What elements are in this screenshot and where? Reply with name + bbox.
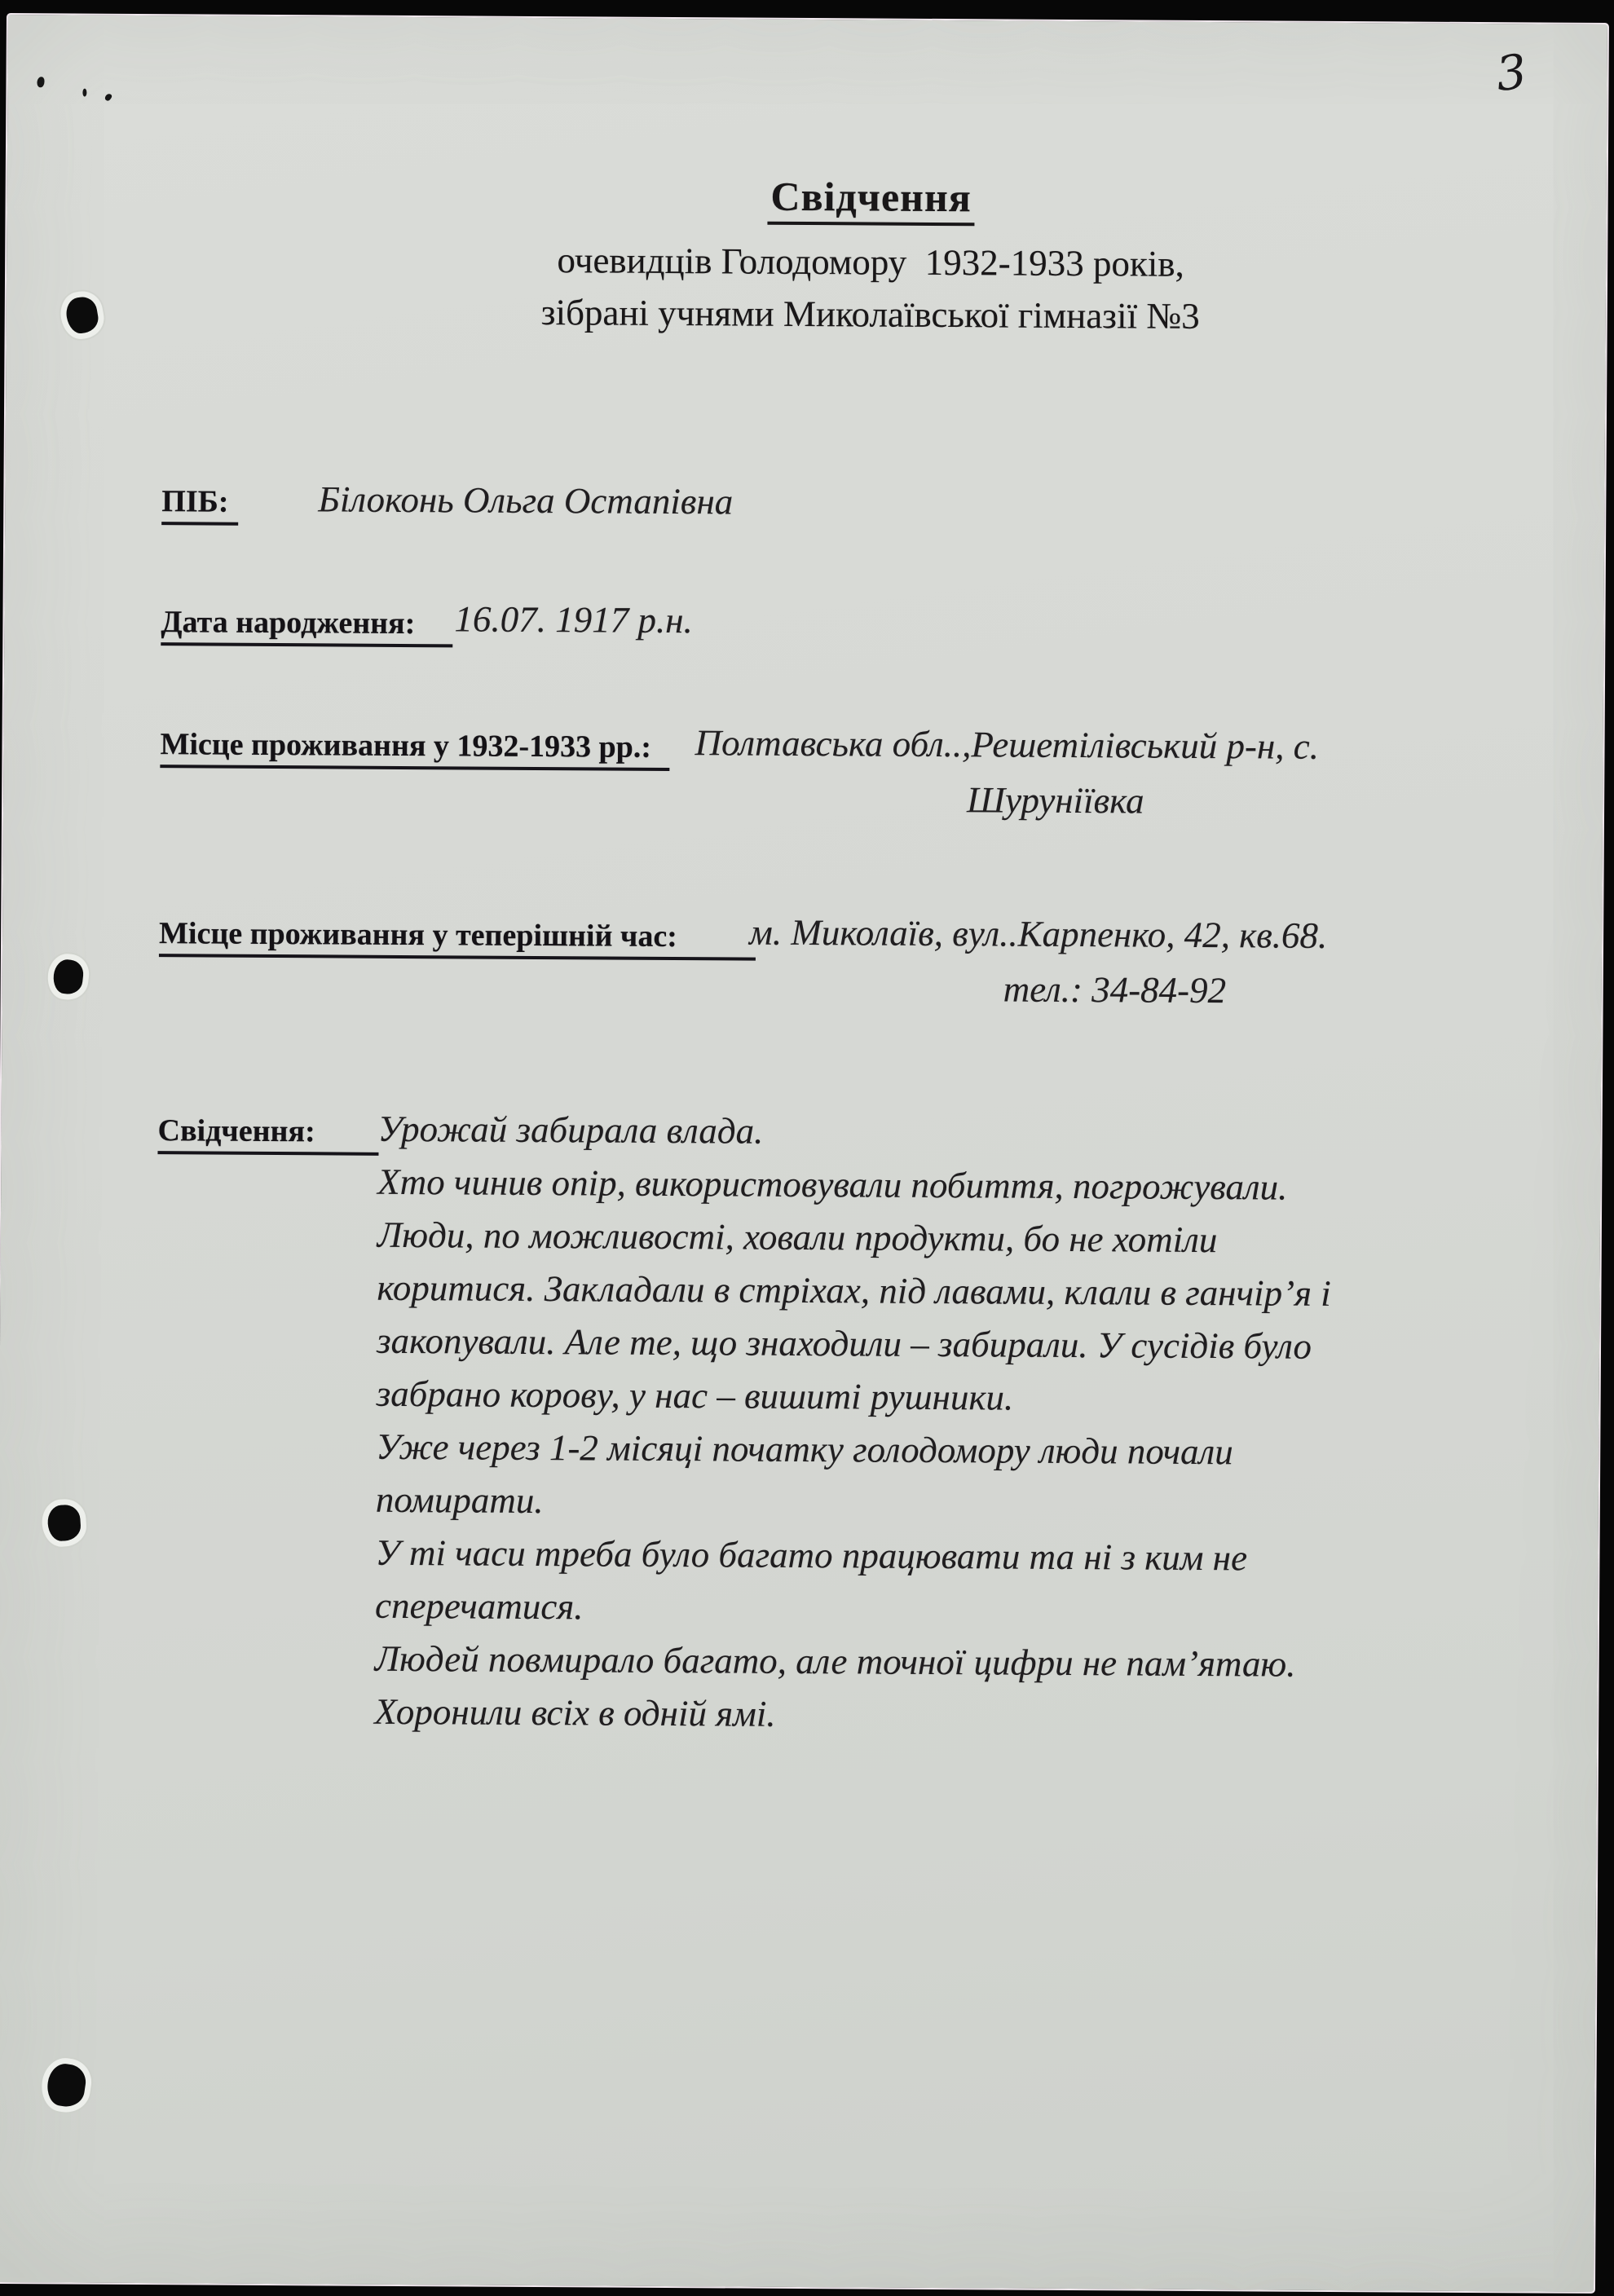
document-title: Свідчення [767, 173, 975, 227]
testimony-line: забрано корову, у нас – вишиті рушники. [376, 1373, 1014, 1418]
document-subtitle-line2: зібрані учнями Миколаївської гімназії №3 [540, 292, 1200, 337]
testimony-line: помирати. [375, 1479, 544, 1522]
field-label-testimony: Свідчення: [157, 1113, 378, 1156]
testimony-line: Хоронили всіх в одній ямі. [374, 1690, 776, 1734]
field-value-name: Білоконь Ольга Остапівна [318, 478, 734, 522]
field-label-residence-1932-1933: Місце проживання у 1932-1933 рр.: [160, 726, 669, 771]
field-label-residence-current: Місце проживання у теперішній час: [159, 915, 756, 960]
field-value-birth-date: 16.07. 1917 р.н. [454, 598, 693, 641]
document-header [235, 170, 1507, 344]
hole-punch [64, 295, 100, 336]
testimony-line: Людей повмирало багато, але точної цифри не пам’ятаю. [374, 1637, 1296, 1685]
testimony-text [374, 1103, 1332, 1744]
hole-punch [46, 1504, 82, 1541]
scanned-page [0, 13, 1609, 2294]
hole-punch [52, 959, 85, 996]
testimony-line: Люди, по можливості, ховали продукти, бо не хотіли [377, 1214, 1218, 1261]
testimony-line: закопували. Але те, що знаходили – забирали. У сусідів було [376, 1320, 1312, 1367]
testimony-line: У ті часи треба було багато працювати та ні з ким не [375, 1531, 1248, 1579]
field-value-residence-current-line2: тел.: 34-84-92 [1003, 968, 1227, 1011]
scan-speck [104, 93, 112, 102]
field-label-name: ПІБ: [161, 483, 238, 526]
field-value-residence-current-line1: м. Миколаїв, вул..Карпенко, 42, кв.68. [748, 911, 1328, 956]
field-value-residence-1932-1933-line1: Полтавська обл..,Решетілівський р-н, с. [695, 722, 1320, 767]
field-value-residence-1932-1933-line2: Шуруніївка [966, 779, 1144, 822]
testimony-line: сперечатися. [374, 1584, 584, 1628]
testimony-line: Урожай забирала влада. [377, 1108, 764, 1152]
handwritten-page-number: 3 [1493, 43, 1530, 103]
scan-speck [82, 89, 86, 97]
testimony-line: коритися. Закладали в стріхах, під лавами, клали в ганчір’я і [377, 1267, 1331, 1314]
hole-punch [45, 2061, 88, 2109]
testimony-line: Хто чинив опір, використовували побиття, погрожували. [377, 1161, 1288, 1208]
testimony-line: Уже через 1-2 місяці початку голодомору люди почали [376, 1426, 1233, 1473]
document-subtitle-line1: очевидців Голодомору 1932-1933 років, [557, 240, 1185, 284]
scan-speck [37, 77, 44, 87]
field-label-birth-date: Дата народження: [161, 604, 452, 647]
